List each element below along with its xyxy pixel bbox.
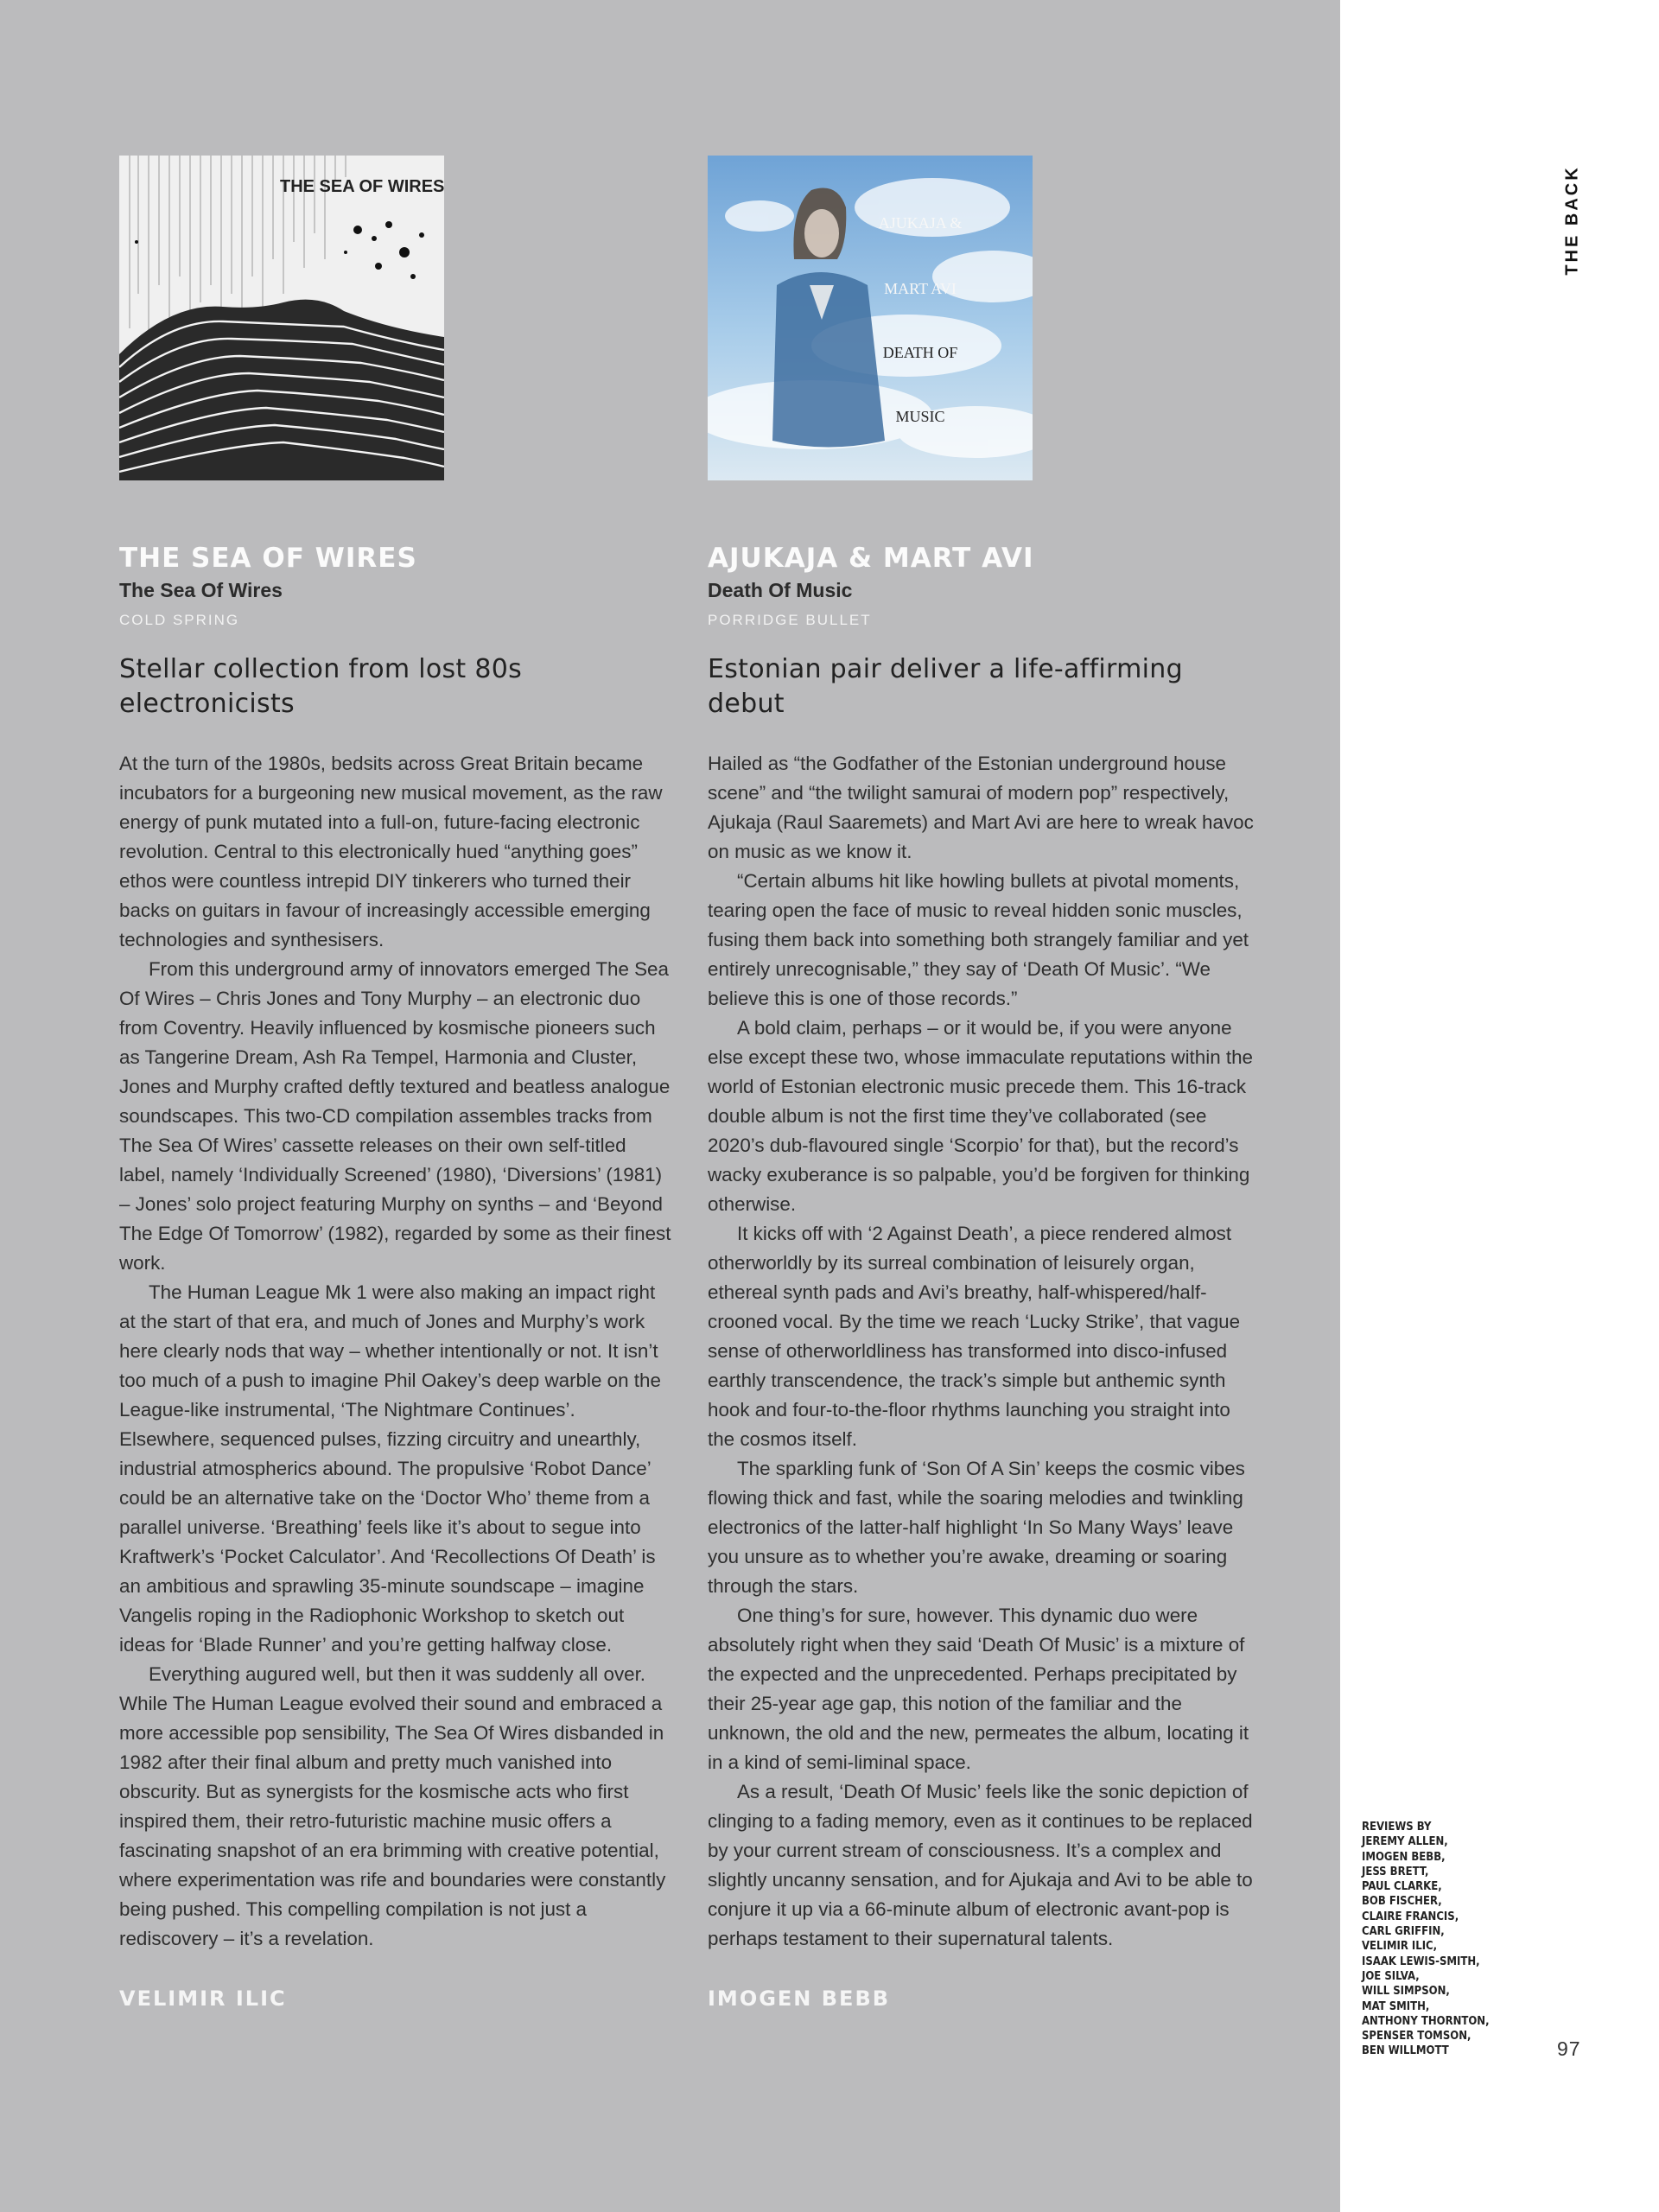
record-label: PORRIDGE BULLET: [708, 612, 872, 628]
album-title: The Sea Of Wires: [119, 579, 283, 601]
review-paragraph: A bold claim, perhaps – or it would be, if you were anyone else except these two, whose immaculate reputations within the world of Estonian electronic music precede them. This 16-track double album is not the first time they’ve collaborated (see 2020’s dub-flavoured single ‘Scorpio’ for that), but the record’s wacky exuberance is so palpable, you’d be forgiven for thinking otherwise.: [708, 1017, 1254, 1215]
reviewer-byline: IMOGEN BEBB: [708, 1986, 891, 2011]
credit-name: WILL SIMPSON,: [1362, 1985, 1450, 1999]
album-cover-sea-of-wires: [119, 156, 444, 480]
album-title: Death Of Music: [708, 579, 853, 601]
review-headline: Estonian pair deliver a life-affirming debut: [708, 654, 1183, 719]
section-tab-label: THE BACK: [1562, 165, 1582, 276]
reviewer-byline: VELIMIR ILIC: [119, 1986, 287, 2011]
credit-name: BEN WILLMOTT: [1362, 2044, 1449, 2058]
cover-text-line: MART AVI: [884, 280, 957, 297]
review-body: [708, 749, 1261, 1954]
artist-name: THE SEA OF WIRES: [119, 543, 417, 574]
review-paragraph: The sparkling funk of ‘Son Of A Sin’ keeps the cosmic vibes flowing thick and fast, while the soaring melodies and twinkling electronics of the latter-half highlight ‘In So Many Ways’ leave you unsure as to whether you’re awake, dreaming or soaring through the stars.: [708, 1458, 1245, 1597]
record-label: COLD SPRING: [119, 612, 240, 628]
review-paragraph: Everything augured well, but then it was suddenly all over. While The Human League evolved their sound and embraced a more accessible pop sensibility, The Sea Of Wires disbanded in 1982 after their final album and pretty much vanished into obscurity. But as synergists for the kosmische acts who first inspired them, their retro-futuristic machine music offers a fascinating snapshot of an era brimming with creative potential, where experimentation was rife and boundaries were constantly being pushed. This compelling compilation is not just a rediscovery – it’s a revelation.: [119, 1663, 666, 1949]
review-paragraph: From this underground army of innovators emerged The Sea Of Wires – Chris Jones and Tony Murphy – an electronic duo from Coventry. Heavily influenced by kosmische pioneers such as Tangerine Dream, Ash Ra Tempel, Harmonia and Cluster, Jones and Murphy crafted deftly textured and beatless analogue soundscapes. This two-CD compilation assembles tracks from The Sea Of Wires’ cassette releases on their own self-titled label, namely ‘Individually Screened’ (1980), ‘Diversions’ (1981) – Jones’ solo project featuring Murphy on synths – and ‘Beyond The Edge Of Tomorrow’ (1982), regarded by some as their finest work.: [119, 958, 671, 1274]
review-paragraph: “Certain albums hit like howling bullets at pivotal moments, tearing open the face of music to reveal hidden sonic muscles, fusing them back into something both strangely familiar and yet entirely unrecognisable,” they say of ‘Death Of Music’. “We believe this is one of those records.”: [708, 870, 1249, 1009]
credit-name: JEREMY ALLEN,: [1362, 1835, 1448, 1849]
cover-text-line: MUSIC: [895, 408, 945, 425]
cover-title-text: THE SEA OF WIRES: [280, 177, 444, 196]
section-tab: [1562, 156, 1583, 285]
credit-name: MAT SMITH,: [1362, 1999, 1430, 2013]
review-ajukaja-mart-avi: [708, 156, 1261, 2011]
review-body: [119, 749, 672, 1954]
credit-name: JOE SILVA,: [1362, 1969, 1420, 1983]
credit-name: PAUL CLARKE,: [1362, 1880, 1442, 1894]
credit-name: ANTHONY THORNTON,: [1362, 2014, 1490, 2028]
review-paragraph: It kicks off with ‘2 Against Death’, a piece rendered almost otherworldly by its surreal combination of leisurely organ, ethereal synth pads and Avi’s breathy, half-whispered/half-crooned vocal. By the time we reach ‘Lucky Strike’, that vague sense of otherworldliness has transformed into disco-infused earthly transcendence, the track’s simple but anthemic synth hook and four-to-the-floor rhythms launching you straight into the cosmos itself.: [708, 1223, 1241, 1450]
review-paragraph: Hailed as “the Godfather of the Estonian underground house scene” and “the twilight samurai of modern pop” respectively, Ajukaja (Raul Saaremets) and Mart Avi are here to wreak havoc on music as we know it.: [708, 753, 1254, 862]
album-cover-death-of-music: [708, 156, 1033, 480]
cover-text-line: AJUKAJA &: [878, 214, 963, 232]
credits-heading: REVIEWS BY: [1362, 1821, 1432, 1834]
review-sea-of-wires: [119, 156, 672, 2011]
credit-name: CARL GRIFFIN,: [1362, 1925, 1445, 1939]
reviewer-credits: [1362, 1820, 1490, 2059]
credit-name: ISAAK LEWIS-SMITH,: [1362, 1955, 1480, 1968]
cover-text-line: DEATH OF: [882, 344, 958, 361]
credit-name: JESS BRETT,: [1362, 1865, 1429, 1878]
review-paragraph: As a result, ‘Death Of Music’ feels like the sonic depiction of clinging to a fading memory, even as it continues to be replaced by your current stream of consciousness. It’s a complex and slightly uncanny sensation, and for Ajukaja and Avi to be able to conjure it up via a 66-minute album of electronic avant-pop is perhaps testament to their supernatural talents.: [708, 1781, 1253, 1949]
credit-name: VELIMIR ILIC,: [1362, 1940, 1438, 1954]
page-number: 97: [1557, 2037, 1581, 2060]
review-paragraph: One thing’s for sure, however. This dynamic duo were absolutely right when they said ‘Death Of Music’ is a mixture of the expected and the unprecedented. Perhaps precipitated by their 25-year age gap, this notion of the familiar and the unknown, the old and the new, permeates the album, locating it in a kind of semi-liminal space.: [708, 1605, 1249, 1773]
credit-name: IMOGEN BEBB,: [1362, 1850, 1446, 1864]
credit-name: BOB FISCHER,: [1362, 1895, 1442, 1909]
artist-name: AJUKAJA & MART AVI: [708, 543, 1034, 574]
review-headline: Stellar collection from lost 80s electronicists: [119, 654, 523, 719]
review-paragraph: The Human League Mk 1 were also making an impact right at the start of that era, and much of Jones and Murphy’s work here clearly nods that way – whether intentionally or not. It isn’t too much of a push to imagine Phil Oakey’s deep warble on the League-like instrumental, ‘The Nightmare Continues’. Elsewhere, sequenced pulses, fizzing circuitry and unearthly, industrial atmospherics abound. The propulsive ‘Robot Dance’ could be an alternative take on the ‘Doctor Who’ theme from a parallel universe. ‘Breathing’ feels like it’s about to segue into Kraftwerk’s ‘Pocket Calculator’. And ‘Recollections Of Death’ is an ambitious and sprawling 35-minute soundscape – imagine Vangelis roping in the Radiophonic Workshop to sketch out ideas for ‘Blade Runner’ and you’re getting halfway close.: [119, 1281, 661, 1656]
credit-name: CLAIRE FRANCIS,: [1362, 1910, 1459, 1923]
review-paragraph: At the turn of the 1980s, bedsits across Great Britain became incubators for a burgeoning new musical movement, as the raw energy of punk mutated into a full-on, future-facing electronic revolution. Central to this electronically hued “anything goes” ethos were countless intrepid DIY tinkerers who turned their backs on guitars in favour of increasingly accessible emerging technologies and synthesisers.: [119, 753, 663, 950]
credit-name: SPENSER TOMSON,: [1362, 2030, 1471, 2044]
